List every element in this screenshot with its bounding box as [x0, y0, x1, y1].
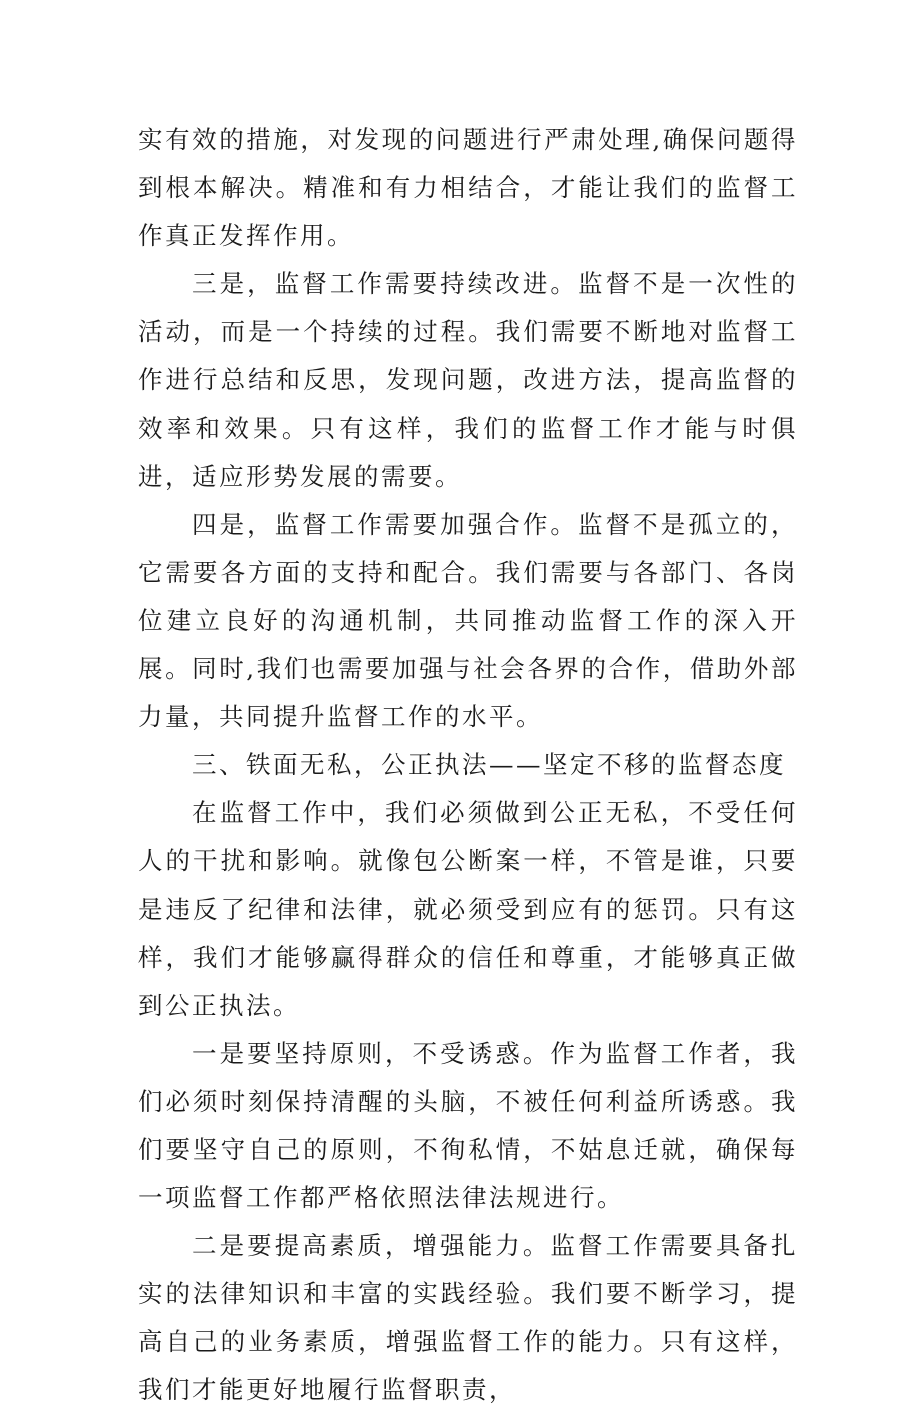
paragraph-point-three: 三是，监督工作需要持续改进。监督不是一次性的活动，而是一个持续的过程。我们需要不断地对监督工作进行总结和反思，发现问题，改进方法，提高监督的效率和效果。只有这样，我们的监督工作才能与时俱进，适应形势发展的需要。 [138, 269, 798, 491]
paragraph-continuation: 实有效的措施，对发现的问题进行严肃处理,确保问题得到根本解决。精准和有力相结合，才能让我们的监督工作真正发挥作用。 [138, 125, 798, 251]
paragraph-point-four: 四是，监督工作需要加强合作。监督不是孤立的，它需要各方面的支持和配合。我们需要与各部门、各岗位建立良好的沟通机制，共同推动监督工作的深入开展。同时,我们也需要加强与社会各界的合作，借助外部力量，共同提升监督工作的水平。 [138, 509, 798, 732]
document-body [138, 116, 798, 1415]
paragraph-point-two: 二是要提高素质，增强能力。监督工作需要具备扎实的法律知识和丰富的实践经验。我们要不断学习，提高自己的业务素质，增强监督工作的能力。只有这样，我们才能更好地履行监督职责， [138, 1231, 798, 1405]
paragraph-point-one: 一是要坚持原则，不受诱惑。作为监督工作者，我们必须时刻保持清醒的头脑，不被任何利益所诱惑。我们要坚守自己的原则，不徇私情，不姑息迁就，确保每一项监督工作都严格依照法律法规进行。 [138, 1038, 798, 1213]
paragraph-section-intro: 在监督工作中，我们必须做到公正无私，不受任何人的干扰和影响。就像包公断案一样，不管是谁，只要是违反了纪律和法律，就必须受到应有的惩罚。只有这样，我们才能够赢得群众的信任和尊重，才能够真正做到公正执法。 [138, 798, 798, 1020]
section-heading-three: 三、铁面无私，公正执法——坚定不移的监督态度 [192, 750, 786, 780]
